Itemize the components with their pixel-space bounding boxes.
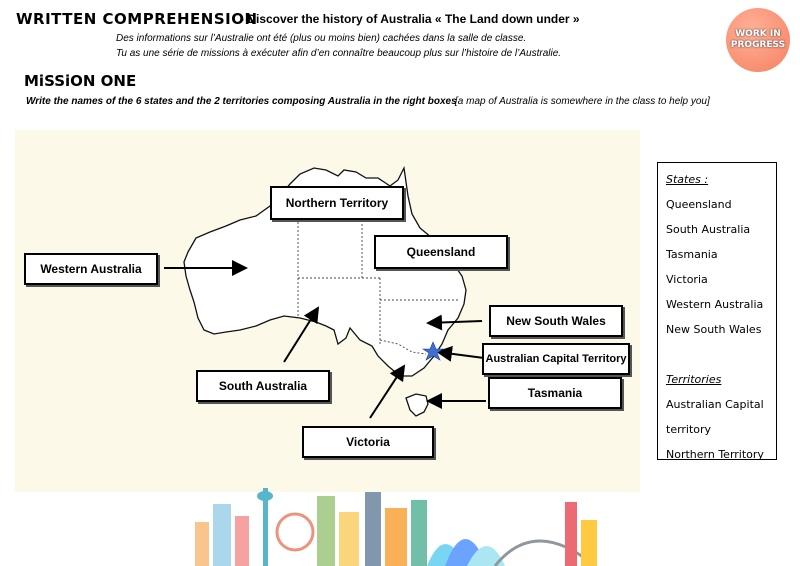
states-territories-list <box>657 162 777 460</box>
state-item: Western Australia <box>666 298 764 311</box>
skyline-illustration <box>195 482 615 566</box>
label-queensland: Queensland <box>374 235 508 269</box>
arrow-icon <box>438 352 484 358</box>
badge-line-1: WORK IN <box>735 29 781 39</box>
state-item: New South Wales <box>666 323 762 336</box>
label-western-australia: Western Australia <box>24 253 158 285</box>
territories-header: Territories <box>666 373 722 386</box>
mission-title: MiSSiON ONE <box>24 72 137 90</box>
list-spacer <box>666 342 768 367</box>
states-header: States : <box>666 173 709 186</box>
label-new-south-wales: New South Wales <box>489 305 623 337</box>
arrow-icon <box>370 366 404 418</box>
page-subtitle: - Discover the history of Australia « The Land down under » <box>240 12 580 26</box>
label-act: Australian Capital Territory <box>482 343 630 375</box>
intro-line-1: Des informations sur l’Australie ont été (plus ou moins bien) cachées dans la salle de classe. <box>116 33 527 44</box>
tasmania-outline <box>406 394 428 416</box>
badge-line-2: PROGRESS <box>730 40 786 50</box>
state-item: Victoria <box>666 273 708 286</box>
intro-line-2: Tu as une série de missions à exécuter afin d’en connaître beaucoup plus sur l’histoire de l’Australie. <box>116 48 562 59</box>
mission-note: [a map of Australia is somewhere in the class to help you] <box>455 96 710 107</box>
state-item: Queensland <box>666 198 732 211</box>
label-tasmania: Tasmania <box>488 377 622 409</box>
label-northern-territory: Northern Territory <box>270 186 404 220</box>
territory-item: territory <box>666 423 712 436</box>
state-item: Tasmania <box>666 248 718 261</box>
state-item: South Australia <box>666 223 751 236</box>
mission-instruction: Write the names of the 6 states and the 2 territories composing Australia in the right boxes <box>26 96 457 107</box>
territory-item: Australian Capital <box>666 398 764 411</box>
label-south-australia: South Australia <box>196 370 330 402</box>
page-title: WRITTEN COMPREHENSION <box>16 10 258 28</box>
territory-item: Northern Territory <box>666 448 764 461</box>
label-victoria: Victoria <box>302 426 434 458</box>
